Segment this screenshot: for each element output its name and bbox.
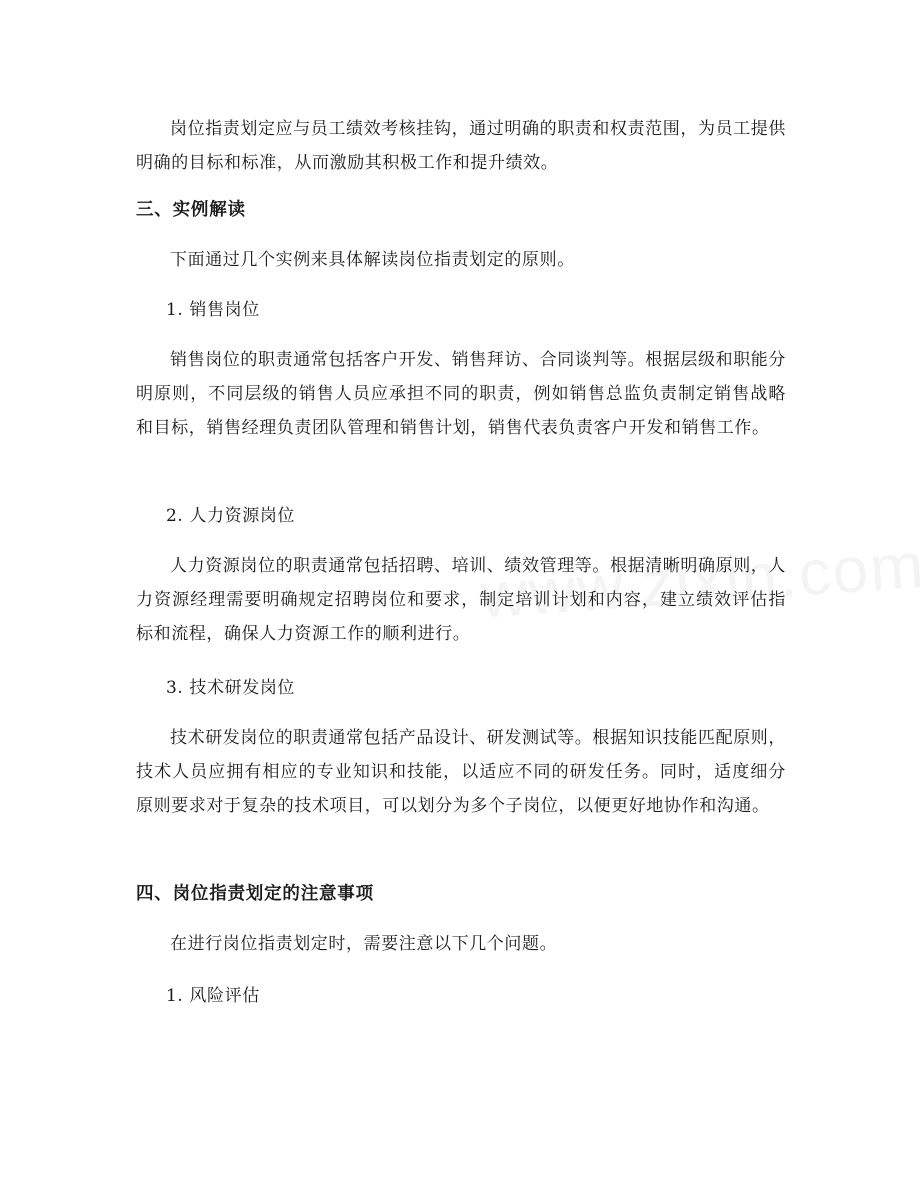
list-item-risk: 1. 风险评估 (166, 986, 260, 1006)
paragraph-hr: 人力资源岗位的职责通常包括招聘、培训、绩效管理等。根据清晰明确原则，人力资源经理需要明确规定招聘岗位和要求，制定培训计划和内容，建立绩效评估指标和流程，确保人力资源工作的顺利进行。 (136, 556, 786, 644)
section-heading-notes: 四、岗位指责划定的注意事项 (136, 884, 374, 904)
paragraph-sales: 销售岗位的职责通常包括客户开发、销售拜访、合同谈判等。根据层级和职能分明原则，不同层级的销售人员应承担不同的职责，例如销售总监负责制定销售战略和目标，销售经理负责团队管理和销售计划，销售代表负责客户开发和销售工作。 (136, 350, 786, 438)
paragraph-performance-link: 岗位指责划定应与员工绩效考核挂钩，通过明确的职责和权责范围，为员工提供明确的目标和标准，从而激励其积极工作和提升绩效。 (136, 119, 786, 173)
paragraph-rnd: 技术研发岗位的职责通常包括产品设计、研发测试等。根据知识技能匹配原则，技术人员应拥有相应的专业知识和技能，以适应不同的研发任务。同时，适度细分原则要求对于复杂的技术项目，可以划分为多个子岗位，以便更好地协作和沟通。 (136, 728, 786, 816)
list-item-sales: 1. 销售岗位 (166, 300, 260, 320)
paragraph-notes-intro: 在进行岗位指责划定时，需要注意以下几个问题。 (170, 934, 558, 954)
paragraph-examples-intro: 下面通过几个实例来具体解读岗位指责划定的原则。 (170, 250, 575, 270)
list-item-hr: 2. 人力资源岗位 (166, 506, 296, 526)
list-item-rnd: 3. 技术研发岗位 (166, 678, 296, 698)
section-heading-examples: 三、实例解读 (136, 200, 246, 220)
